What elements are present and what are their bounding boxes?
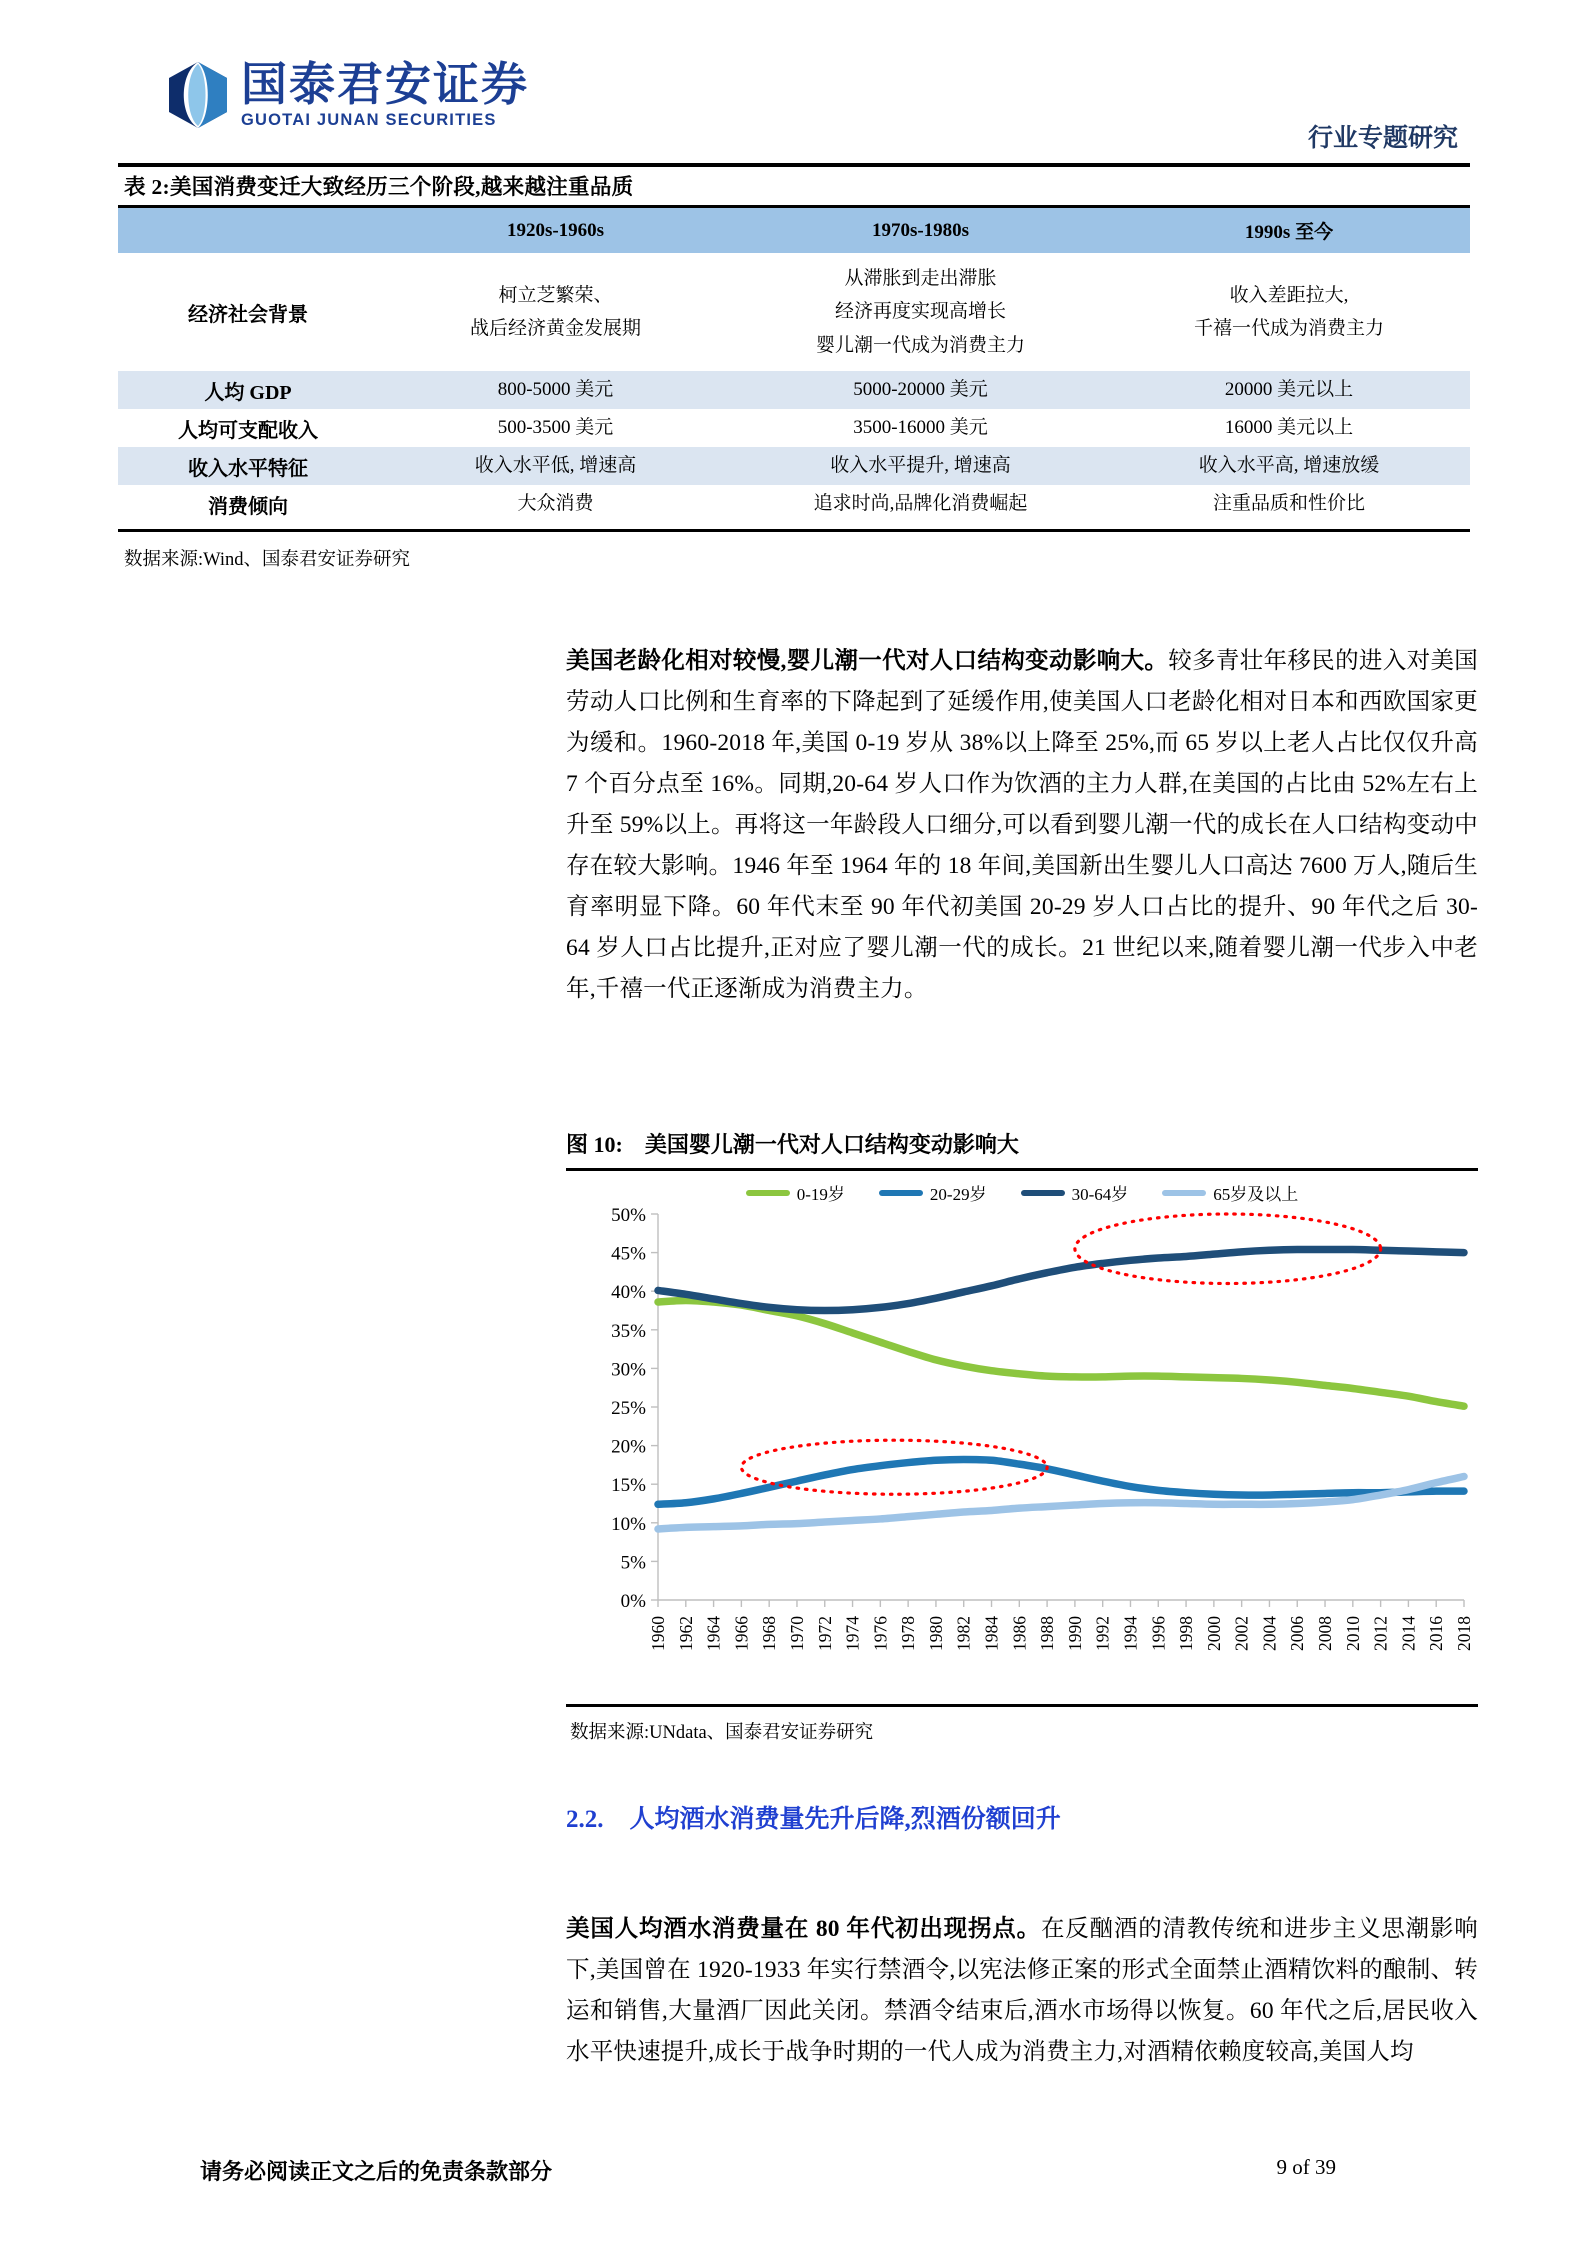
table-row bbox=[118, 485, 1470, 523]
svg-text:2012: 2012 bbox=[1370, 1616, 1391, 1651]
svg-text:1990: 1990 bbox=[1064, 1616, 1085, 1651]
body-paragraph-alcohol bbox=[566, 1909, 1478, 2073]
row-income-col-a: 500-3500 美元 bbox=[497, 417, 614, 439]
svg-text:1974: 1974 bbox=[842, 1616, 863, 1651]
chart-annotations bbox=[741, 1214, 1380, 1494]
table-header-cell-1970s: 1970s-1980s bbox=[733, 208, 1108, 253]
table-header-row bbox=[118, 208, 1470, 253]
section-number: 2.2. bbox=[566, 1806, 604, 1833]
figure-number: 图 10: bbox=[566, 1132, 623, 1157]
legend-label-20-29: 20-29岁 bbox=[929, 1185, 987, 1204]
svg-text:1994: 1994 bbox=[1120, 1616, 1141, 1651]
table-header-cell-1990s: 1990s 至今 bbox=[1108, 208, 1470, 253]
svg-text:2014: 2014 bbox=[1398, 1616, 1419, 1651]
table-bottom-border bbox=[118, 529, 1470, 532]
guotai-junan-hexagon-logo-icon bbox=[165, 60, 231, 130]
row-label-consumption-tendency: 消费倾向 bbox=[208, 495, 288, 518]
svg-text:30%: 30% bbox=[611, 1359, 646, 1381]
svg-text:2008: 2008 bbox=[1315, 1616, 1336, 1651]
row-tendency-col-a: 大众消费 bbox=[517, 493, 594, 515]
paragraph1-body: 较多青壮年移民的进入对美国劳动人口比例和生育率的下降起到了延缓作用,使美国人口老龄化相对日本和西欧国家更为缓和。1960-2018 年,美国 0-19 岁从 38%以上降至 25%,而 65 岁以上老人占比仅仅升高 7 个百分点至 16%。同期,20-64 岁人口作为饮酒的主力人群,在美国的占比由 52%左右上升至 59%以上。再将这一年龄段人口细分,可以看到婴儿潮一代的成长在人口结构变动中存在较大影响。1946 年至 1964 年的 18 年间,美国新出生婴儿人口高达 7600 万人,随后生育率明显下降。60 年代末至 90 年代初美国 20-29 岁人口占比的提升、90 年代之后 30-64 岁人口占比提升,正对应了婴儿潮一代的成长。21 世纪以来,随着婴儿潮一代步入中老年,千禧一代正逐渐成为消费主力。 bbox=[566, 647, 1478, 1002]
figure-source-note: 数据来源:UNdata、国泰君安证券研究 bbox=[570, 1723, 874, 1743]
legend-item-65-plus bbox=[1162, 1180, 1298, 1205]
logo-wordmark bbox=[241, 58, 529, 130]
legend-swatch-65-plus bbox=[1162, 1190, 1206, 1196]
svg-text:2006: 2006 bbox=[1287, 1616, 1308, 1651]
svg-text:1976: 1976 bbox=[870, 1616, 891, 1651]
page-header bbox=[0, 0, 1586, 170]
table-source-note: 数据来源:Wind、国泰君安证券研究 bbox=[124, 550, 411, 570]
chart-plot-area bbox=[566, 1206, 1478, 1696]
svg-text:1978: 1978 bbox=[898, 1616, 919, 1651]
svg-text:1960: 1960 bbox=[648, 1616, 668, 1651]
x-axis bbox=[648, 1600, 1474, 1651]
row-income-feature-col-b: 收入水平提升, 增速高 bbox=[830, 455, 1011, 477]
svg-text:1980: 1980 bbox=[925, 1616, 946, 1651]
paragraph2-body: 在反酗酒的清教传统和进步主义思潮影响下,美国曾在 1920-1933 年实行禁酒令,以宪法修正案的形式全面禁止酒精饮料的酿制、转运和销售,大量酒厂因此关闭。禁酒令结束后,酒水市场得以恢复。60 年代之后,居民收入水平快速提升,成长于战争时期的一代人成为消费主力,对酒精依赖度较高,美国人均 bbox=[566, 1915, 1478, 2065]
svg-text:1962: 1962 bbox=[675, 1616, 696, 1651]
row-label-background: 经济社会背景 bbox=[188, 303, 308, 326]
svg-text:1998: 1998 bbox=[1176, 1616, 1197, 1651]
y-axis bbox=[611, 1206, 658, 1612]
svg-text:2002: 2002 bbox=[1231, 1616, 1252, 1651]
svg-text:2000: 2000 bbox=[1203, 1616, 1224, 1651]
brand-name-cn: 国泰君安证券 bbox=[241, 58, 529, 111]
row-gdp-col-c: 20000 美元以上 bbox=[1224, 379, 1354, 401]
figure-title-text: 美国婴儿潮一代对人口结构变动影响大 bbox=[644, 1132, 1019, 1157]
legend-label-65-plus: 65岁及以上 bbox=[1213, 1185, 1299, 1204]
svg-text:50%: 50% bbox=[611, 1206, 646, 1226]
figure-title bbox=[566, 1128, 1019, 1159]
legend-swatch-30-64 bbox=[1021, 1190, 1065, 1196]
svg-text:25%: 25% bbox=[611, 1398, 646, 1419]
svg-text:0%: 0% bbox=[620, 1591, 646, 1612]
company-logo bbox=[165, 60, 529, 130]
svg-text:1966: 1966 bbox=[731, 1616, 752, 1651]
svg-text:35%: 35% bbox=[611, 1320, 646, 1342]
svg-text:2016: 2016 bbox=[1426, 1616, 1447, 1651]
legend-item-30-64 bbox=[1021, 1180, 1129, 1205]
svg-text:1992: 1992 bbox=[1092, 1616, 1113, 1651]
svg-text:1982: 1982 bbox=[953, 1616, 974, 1651]
svg-text:1984: 1984 bbox=[981, 1616, 1002, 1651]
svg-text:1970: 1970 bbox=[786, 1616, 807, 1651]
body-paragraph-demographics bbox=[566, 641, 1478, 1010]
svg-text:1986: 1986 bbox=[1009, 1616, 1030, 1651]
table-row bbox=[118, 371, 1470, 409]
svg-text:1972: 1972 bbox=[814, 1616, 835, 1651]
header-divider bbox=[118, 163, 1470, 167]
header-report-type: 行业专题研究 bbox=[1307, 125, 1458, 152]
svg-text:45%: 45% bbox=[611, 1243, 646, 1265]
row-tendency-col-c: 注重品质和性价比 bbox=[1212, 493, 1365, 515]
row-gdp-col-a: 800-5000 美元 bbox=[497, 379, 614, 401]
footer-page-number: 9 of 39 bbox=[1276, 2155, 1336, 2179]
paragraph2-lead: 美国人均酒水消费量在 80 年代初出现拐点。 bbox=[566, 1915, 1041, 1942]
legend-item-0-19 bbox=[746, 1180, 845, 1205]
legend-swatch-20-29 bbox=[879, 1190, 923, 1196]
svg-text:2018: 2018 bbox=[1454, 1616, 1474, 1651]
legend-label-30-64: 30-64岁 bbox=[1071, 1185, 1129, 1204]
row-label-income-feature: 收入水平特征 bbox=[188, 457, 308, 480]
svg-text:15%: 15% bbox=[611, 1475, 646, 1497]
row-label-gdp: 人均 GDP bbox=[204, 381, 292, 404]
svg-text:40%: 40% bbox=[611, 1282, 646, 1304]
table-row bbox=[118, 253, 1470, 371]
figure-top-border bbox=[566, 1168, 1478, 1171]
row-income-feature-col-c: 收入水平高, 增速放缓 bbox=[1198, 455, 1380, 477]
table-row bbox=[118, 409, 1470, 447]
chart-series-lines bbox=[658, 1249, 1464, 1529]
svg-text:1964: 1964 bbox=[703, 1616, 724, 1651]
svg-text:2004: 2004 bbox=[1259, 1616, 1280, 1651]
population-structure-chart bbox=[566, 1172, 1478, 1702]
row-tendency-col-b: 追求时尚,品牌化消费崛起 bbox=[813, 493, 1028, 515]
svg-text:10%: 10% bbox=[611, 1513, 646, 1535]
row-gdp-col-b: 5000-20000 美元 bbox=[853, 379, 988, 401]
row-label-disposable-income: 人均可支配收入 bbox=[178, 419, 318, 442]
section-title: 人均酒水消费量先升后降,烈酒份额回升 bbox=[629, 1806, 1061, 1833]
row-background-col-b: 从滞胀到走出滞胀 经济再度实现高增长 婴儿潮一代成为消费主力 bbox=[815, 268, 1025, 356]
table-header-cell-1920s: 1920s-1960s bbox=[378, 208, 733, 253]
chart-legend bbox=[566, 1180, 1478, 1205]
row-background-col-c: 收入差距拉大, 千禧一代成为消费主力 bbox=[1193, 284, 1384, 339]
legend-item-20-29 bbox=[879, 1180, 987, 1205]
svg-text:2010: 2010 bbox=[1342, 1616, 1363, 1651]
section-heading-2-2 bbox=[566, 1799, 1061, 1835]
consumption-stages-table bbox=[118, 208, 1470, 523]
legend-swatch-0-19 bbox=[746, 1190, 790, 1196]
paragraph1-lead: 美国老龄化相对较慢,婴儿潮一代对人口结构变动影响大。 bbox=[566, 647, 1169, 674]
svg-text:1996: 1996 bbox=[1148, 1616, 1169, 1651]
row-income-col-c: 16000 美元以上 bbox=[1224, 417, 1354, 439]
row-income-feature-col-a: 收入水平低, 增速高 bbox=[474, 455, 637, 477]
table-row bbox=[118, 447, 1470, 485]
figure-bottom-border bbox=[566, 1704, 1478, 1707]
svg-text:1988: 1988 bbox=[1037, 1616, 1058, 1651]
footer-disclaimer: 请务必阅读正文之后的免责条款部分 bbox=[200, 2159, 553, 2184]
brand-name-en: GUOTAI JUNAN SECURITIES bbox=[241, 111, 497, 130]
row-income-col-b: 3500-16000 美元 bbox=[853, 417, 988, 439]
table-caption: 表 2:美国消费变迁大致经历三个阶段,越来越注重品质 bbox=[124, 175, 634, 199]
table-header-cell-blank bbox=[118, 208, 378, 253]
svg-text:5%: 5% bbox=[620, 1552, 646, 1574]
legend-label-0-19: 0-19岁 bbox=[796, 1185, 845, 1204]
row-background-col-a: 柯立芝繁荣、 战后经济黄金发展期 bbox=[469, 284, 641, 339]
svg-text:1968: 1968 bbox=[759, 1616, 780, 1651]
svg-text:20%: 20% bbox=[611, 1436, 646, 1458]
